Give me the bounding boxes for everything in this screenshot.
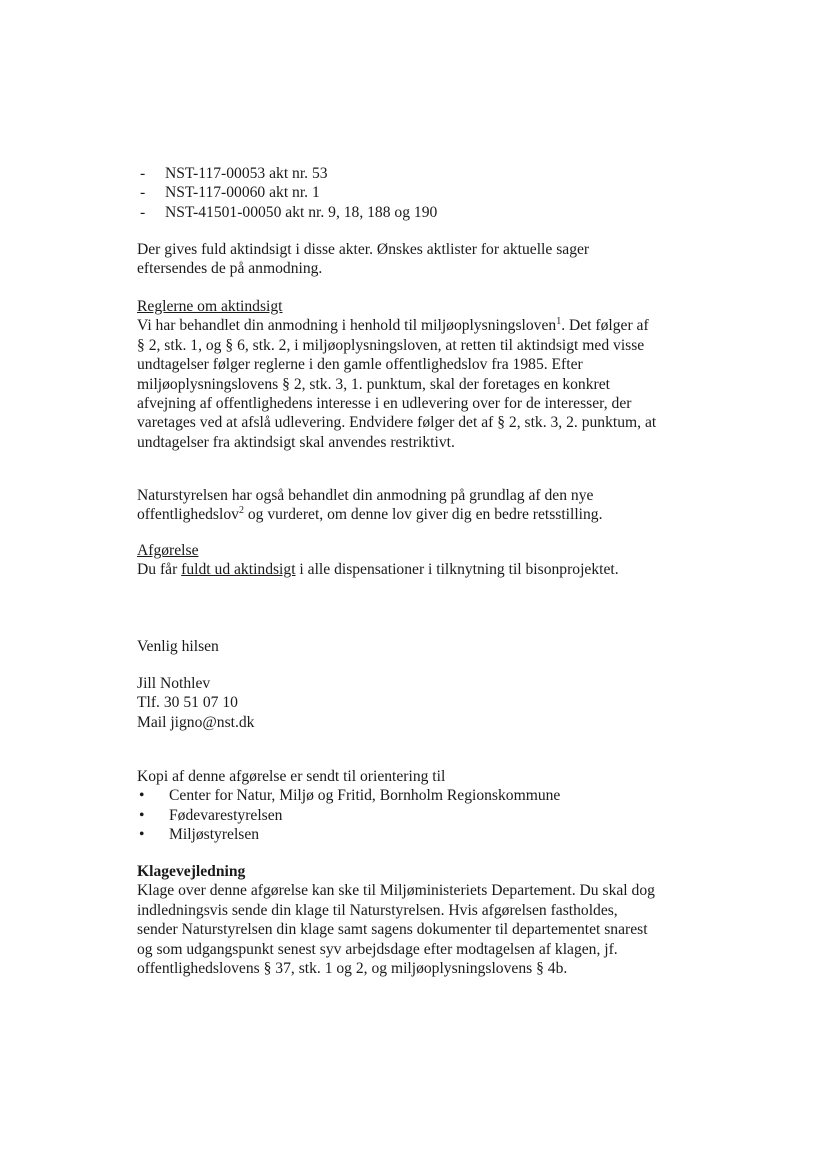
signature-name: Jill Nothlev: [137, 675, 211, 692]
signature-mail: Mail jigno@nst.dk: [137, 713, 255, 731]
case-reference-list: [137, 164, 657, 222]
new-law-paragraph: Naturstyrelsen har også behandlet din anmodning på grundlag af den nye offentlighedslov$^2$ og vurderet, om denne lov giver dig en bedre retsstilling.: [137, 487, 603, 524]
complaint-section: [137, 862, 657, 978]
complaint-heading: Klagevejledning: [137, 863, 246, 880]
footnote-ref-1: 1: [556, 316, 562, 328]
decision-heading: Afgørelse: [137, 542, 199, 559]
intro-paragraph: Der gives fuld aktindsigt i disse akter. Ønskes aktlister for aktuelle sager eftersendes de på anmodning.: [137, 241, 590, 278]
case-reference: - NST-117-00053 akt nr. 53: [137, 164, 657, 183]
signature-block: [137, 674, 657, 732]
copy-intro: Kopi af denne afgørelse er sendt til orientering til: [137, 768, 446, 785]
copy-recipient-list: [137, 786, 657, 844]
decision-paragraph: Du får fuldt ud aktindsigt i alle dispensationer i tilknytning til bisonprojektet.: [137, 561, 619, 579]
decision-section: [137, 541, 657, 580]
signature-phone: Tlf. 30 51 07 10: [137, 694, 238, 712]
closing-greeting: Venlig hilsen: [137, 638, 219, 655]
footnote-ref-2: 2: [238, 505, 244, 517]
complaint-paragraph: Klage over denne afgørelse kan ske til Miljøministeriets Departement. Du skal dog indledningsvis sende din klage til Naturstyrelsen. Hvis afgørelsen fastholdes, sender Naturstyrelsen din klage samt sagens dokumenter til departementet snarest og som udgangspunkt senest syv arbejdsdage efter modtagelsen af klagen, jf. offentlighedslovens § 37, stk. 1 og 2, og miljøoplysningslovens § 4b.: [137, 882, 655, 978]
rules-paragraph: Vi har behandlet din anmodning i henhold til miljøoplysningsloven$^1$. Det følger af § 2, stk. 1, og § 6, stk. 2, i miljøoplysningsloven, at retten til aktindsigt med visse undtagelser følger reglerne i den gamle offentlighedslov fra 1985. Efter miljøoplysningslovens § 2, stk. 3, 1. punktum, skal der foretages en konkret afvejning af offentlighedens interesse i en udlevering over for de interesser, der varetages ved at afslå udlevering. Endvidere følger det af § 2, stk. 3, 2. punktum, at undtagelser fra aktindsigt skal anvendes restriktivt.: [137, 316, 657, 451]
rules-heading: Reglerne om aktindsigt: [137, 298, 283, 315]
case-reference: - NST-117-00060 akt nr. 1: [137, 183, 657, 202]
case-reference: - NST-41501-00050 akt nr. 9, 18, 188 og 190: [137, 203, 657, 222]
rules-section: [137, 297, 657, 452]
copy-recipient: • Fødevarestyrelsen: [137, 806, 657, 825]
copy-recipient: • Center for Natur, Miljø og Fritid, Bornholm Regionskommune: [137, 786, 657, 805]
copy-section: [137, 767, 657, 845]
copy-recipient: • Miljøstyrelsen: [137, 825, 657, 844]
